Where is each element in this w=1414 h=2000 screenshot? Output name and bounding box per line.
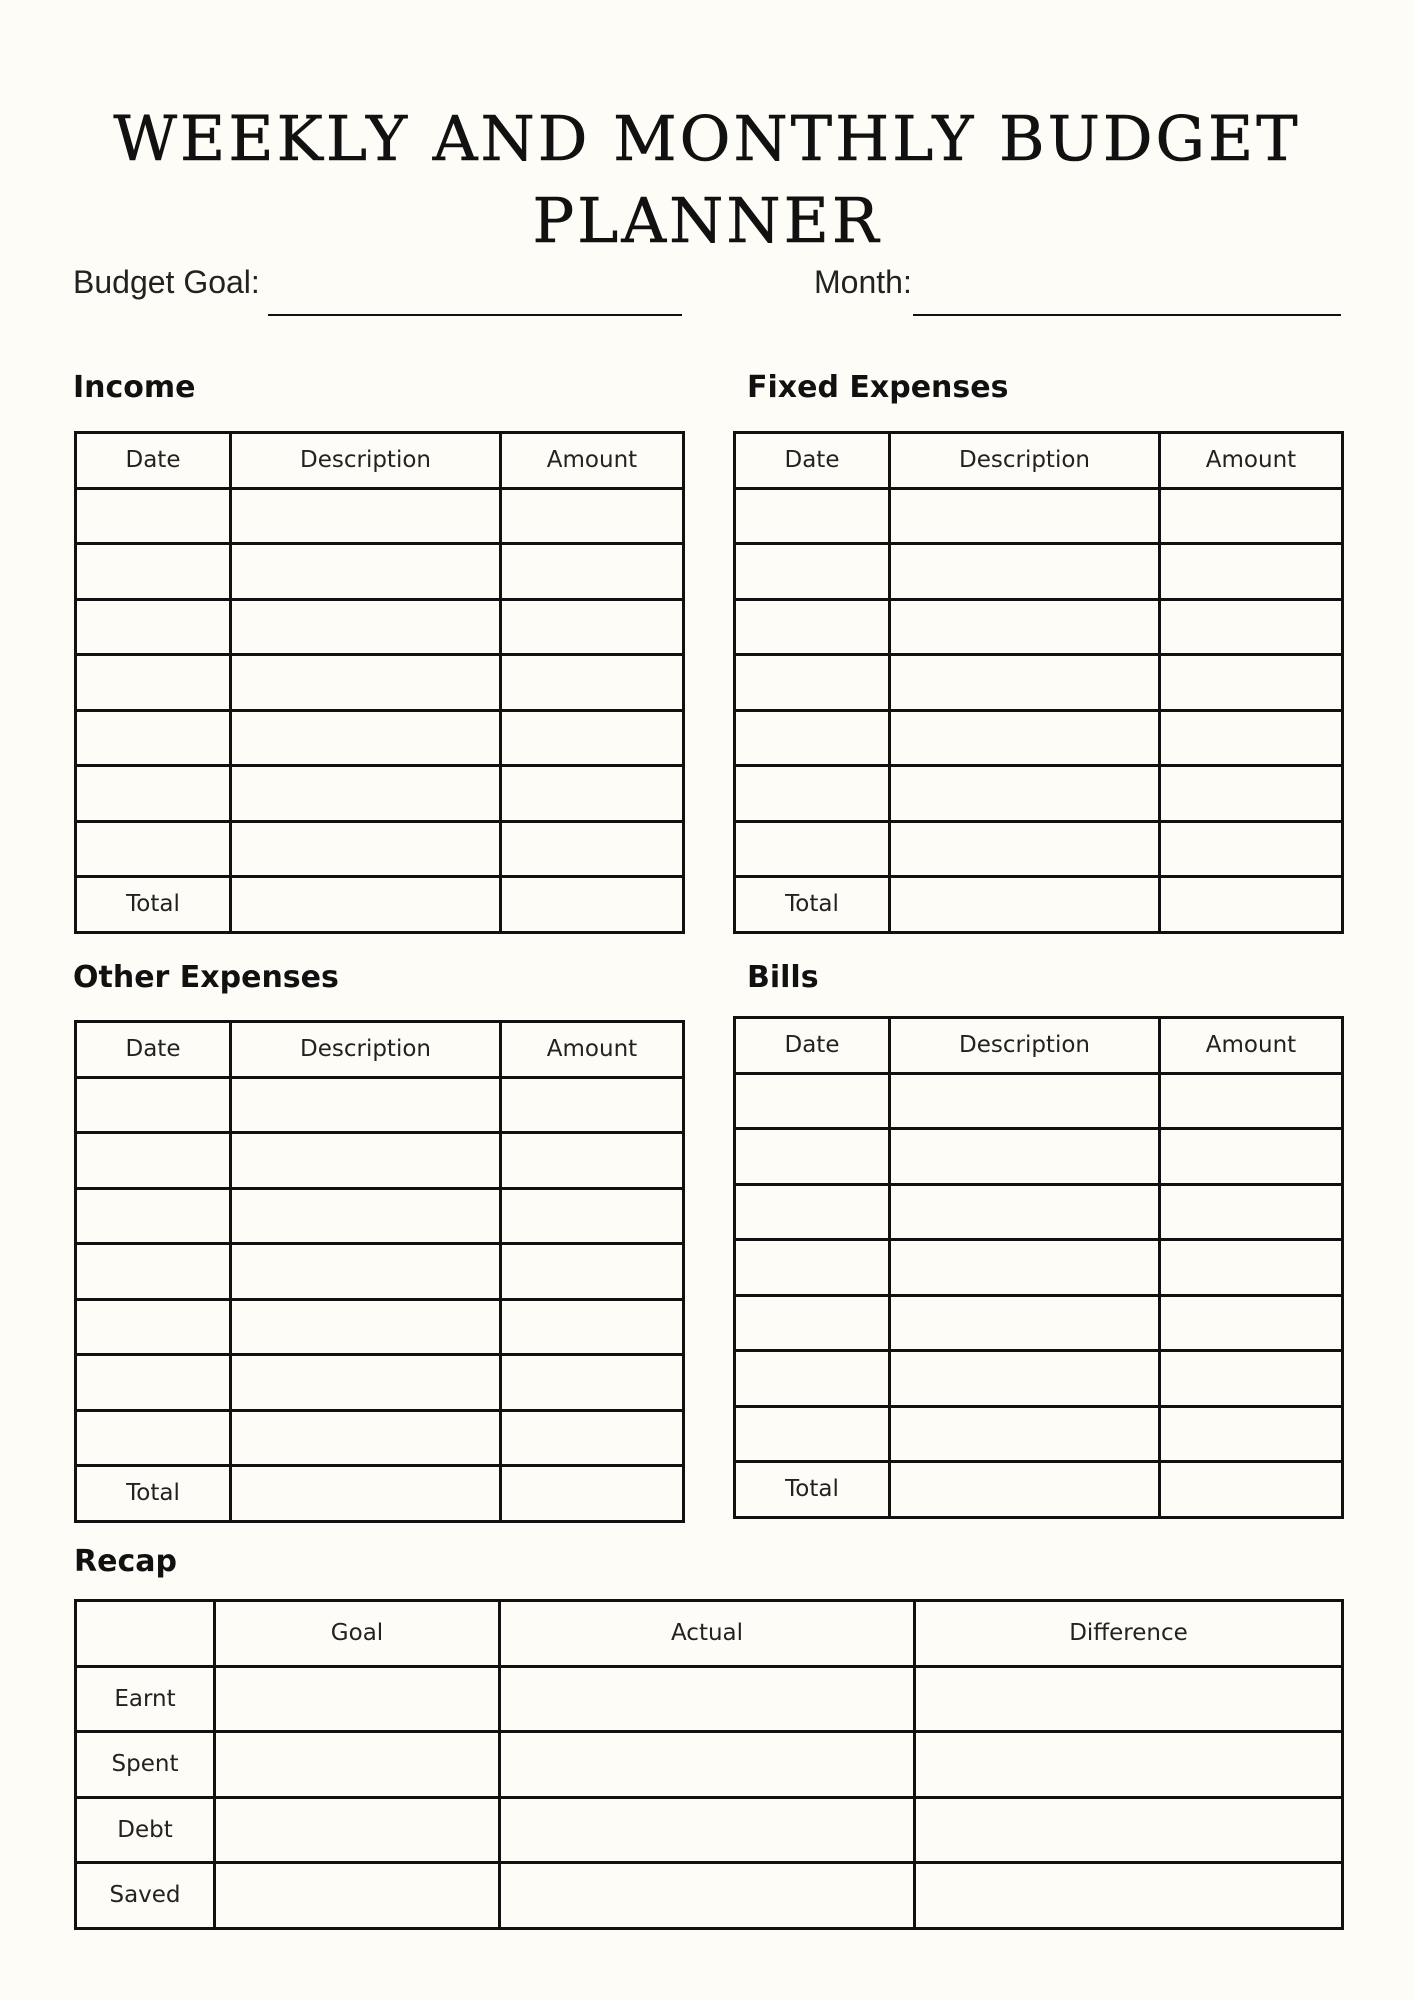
recap-goal-cell[interactable]: [215, 1666, 500, 1732]
total-label: Total: [735, 1462, 890, 1518]
description-cell[interactable]: [890, 599, 1160, 655]
amount-cell[interactable]: [501, 1188, 684, 1244]
description-cell[interactable]: [890, 1129, 1160, 1185]
total-label: Total: [735, 877, 890, 933]
recap-section-title: Recap: [74, 1544, 177, 1579]
column-header-description: Description: [231, 1022, 501, 1078]
budget-goal-field[interactable]: [268, 314, 682, 316]
description-cell[interactable]: [231, 1188, 501, 1244]
other-expenses-section-title: Other Expenses: [73, 960, 339, 995]
amount-cell[interactable]: [1160, 1184, 1343, 1240]
description-cell[interactable]: [890, 544, 1160, 600]
date-cell[interactable]: [76, 766, 231, 822]
table-row: [735, 1073, 1343, 1129]
recap-row-label: Saved: [76, 1863, 215, 1929]
description-cell[interactable]: [231, 599, 501, 655]
date-cell[interactable]: [76, 1355, 231, 1411]
table-row: [76, 488, 684, 544]
date-cell[interactable]: [735, 544, 890, 600]
recap-difference-cell[interactable]: [915, 1863, 1343, 1929]
date-cell[interactable]: [76, 1410, 231, 1466]
description-cell[interactable]: [231, 655, 501, 711]
total-description-cell[interactable]: [890, 1462, 1160, 1518]
recap-difference-cell[interactable]: [915, 1797, 1343, 1863]
description-cell[interactable]: [890, 766, 1160, 822]
amount-cell[interactable]: [1160, 1073, 1343, 1129]
amount-cell[interactable]: [501, 544, 684, 600]
amount-cell[interactable]: [501, 1244, 684, 1300]
table-row: [735, 1295, 1343, 1351]
table-row: [735, 1129, 1343, 1185]
total-row: [735, 877, 1343, 933]
date-cell[interactable]: [735, 1240, 890, 1296]
date-cell[interactable]: [735, 488, 890, 544]
budget-goal-label: Budget Goal:: [73, 264, 260, 300]
total-description-cell[interactable]: [231, 1466, 501, 1522]
date-cell[interactable]: [735, 766, 890, 822]
description-cell[interactable]: [231, 544, 501, 600]
total-amount-cell[interactable]: [1160, 877, 1343, 933]
table-header-row: [735, 1018, 1343, 1074]
amount-cell[interactable]: [501, 655, 684, 711]
recap-row: [76, 1666, 1343, 1732]
date-cell[interactable]: [735, 710, 890, 766]
bills-section-title: Bills: [747, 960, 819, 995]
description-cell[interactable]: [890, 710, 1160, 766]
column-header-date: Date: [76, 1022, 231, 1078]
recap-corner-cell: [76, 1601, 215, 1667]
description-cell[interactable]: [890, 1184, 1160, 1240]
date-cell[interactable]: [735, 1351, 890, 1407]
description-cell[interactable]: [890, 821, 1160, 877]
amount-cell[interactable]: [501, 1355, 684, 1411]
date-cell[interactable]: [76, 1244, 231, 1300]
description-cell[interactable]: [231, 1410, 501, 1466]
date-cell[interactable]: [76, 544, 231, 600]
date-cell[interactable]: [735, 1184, 890, 1240]
recap-row-label: Earnt: [76, 1666, 215, 1732]
description-cell[interactable]: [231, 766, 501, 822]
total-description-cell[interactable]: [231, 877, 501, 933]
description-cell[interactable]: [231, 821, 501, 877]
recap-row: [76, 1732, 1343, 1798]
month-field[interactable]: [913, 314, 1341, 316]
date-cell[interactable]: [735, 1295, 890, 1351]
column-header-date: Date: [735, 433, 890, 489]
amount-cell[interactable]: [1160, 821, 1343, 877]
title-line-1: WEEKLY AND MONTHLY BUDGET: [113, 102, 1301, 175]
table-row: [76, 710, 684, 766]
income-section-title: Income: [73, 370, 196, 405]
amount-cell[interactable]: [1160, 655, 1343, 711]
other-expenses-table: [74, 1020, 685, 1523]
month-label: Month:: [814, 264, 912, 300]
column-header-description: Description: [890, 1018, 1160, 1074]
column-header-amount: Amount: [1160, 1018, 1343, 1074]
description-cell[interactable]: [231, 1299, 501, 1355]
bills-table: [733, 1016, 1344, 1519]
recap-row: [76, 1797, 1343, 1863]
amount-cell[interactable]: [501, 488, 684, 544]
column-header-amount: Amount: [501, 1022, 684, 1078]
amount-cell[interactable]: [1160, 1240, 1343, 1296]
column-header-date: Date: [76, 433, 231, 489]
amount-cell[interactable]: [1160, 710, 1343, 766]
page-title: [0, 98, 1414, 262]
description-cell[interactable]: [890, 1351, 1160, 1407]
amount-cell[interactable]: [1160, 1406, 1343, 1462]
recap-column-header: Goal: [215, 1601, 500, 1667]
recap-difference-cell[interactable]: [915, 1732, 1343, 1798]
recap-header-row: [76, 1601, 1343, 1667]
table-row: [735, 1184, 1343, 1240]
amount-cell[interactable]: [501, 710, 684, 766]
amount-cell[interactable]: [1160, 488, 1343, 544]
total-label: Total: [76, 877, 231, 933]
table-row: [735, 1240, 1343, 1296]
date-cell[interactable]: [76, 1077, 231, 1133]
amount-cell[interactable]: [501, 1133, 684, 1189]
date-cell[interactable]: [76, 1299, 231, 1355]
description-cell[interactable]: [231, 1244, 501, 1300]
amount-cell[interactable]: [501, 1299, 684, 1355]
date-cell[interactable]: [76, 821, 231, 877]
amount-cell[interactable]: [1160, 766, 1343, 822]
table-row: [76, 1410, 684, 1466]
recap-goal-cell[interactable]: [215, 1732, 500, 1798]
date-cell[interactable]: [735, 1406, 890, 1462]
date-cell[interactable]: [735, 655, 890, 711]
recap-column-header: Difference: [915, 1601, 1343, 1667]
date-cell[interactable]: [76, 488, 231, 544]
total-amount-cell[interactable]: [1160, 1462, 1343, 1518]
income-table: [74, 431, 685, 934]
fixed-expenses-table: [733, 431, 1344, 934]
total-row: [76, 877, 684, 933]
table-row: [735, 766, 1343, 822]
table-row: [76, 821, 684, 877]
description-cell[interactable]: [231, 1077, 501, 1133]
description-cell[interactable]: [231, 488, 501, 544]
table-row: [76, 1077, 684, 1133]
total-amount-cell[interactable]: [501, 1466, 684, 1522]
total-amount-cell[interactable]: [501, 877, 684, 933]
recap-actual-cell[interactable]: [500, 1732, 915, 1798]
date-cell[interactable]: [735, 821, 890, 877]
table-row: [735, 599, 1343, 655]
column-header-date: Date: [735, 1018, 890, 1074]
recap-actual-cell[interactable]: [500, 1666, 915, 1732]
table-row: [76, 1133, 684, 1189]
table-row: [735, 710, 1343, 766]
description-cell[interactable]: [890, 1295, 1160, 1351]
table-row: [76, 1299, 684, 1355]
table-row: [76, 655, 684, 711]
recap-goal-cell[interactable]: [215, 1797, 500, 1863]
description-cell[interactable]: [231, 710, 501, 766]
date-cell[interactable]: [735, 599, 890, 655]
table-header-row: [76, 433, 684, 489]
table-row: [76, 766, 684, 822]
amount-cell[interactable]: [1160, 1295, 1343, 1351]
table-row: [76, 1244, 684, 1300]
date-cell[interactable]: [76, 655, 231, 711]
amount-cell[interactable]: [501, 1410, 684, 1466]
table-row: [735, 544, 1343, 600]
table-row: [76, 1188, 684, 1244]
table-row: [735, 1406, 1343, 1462]
table-row: [76, 1355, 684, 1411]
table-row: [735, 821, 1343, 877]
total-row: [735, 1462, 1343, 1518]
table-row: [735, 488, 1343, 544]
description-cell[interactable]: [890, 1240, 1160, 1296]
table-row: [735, 655, 1343, 711]
description-cell[interactable]: [890, 1406, 1160, 1462]
column-header-description: Description: [890, 433, 1160, 489]
recap-actual-cell[interactable]: [500, 1863, 915, 1929]
description-cell[interactable]: [231, 1355, 501, 1411]
recap-row: [76, 1863, 1343, 1929]
date-cell[interactable]: [735, 1073, 890, 1129]
amount-cell[interactable]: [501, 1077, 684, 1133]
column-header-amount: Amount: [501, 433, 684, 489]
table-header-row: [76, 1022, 684, 1078]
description-cell[interactable]: [890, 488, 1160, 544]
fixed-expenses-section-title: Fixed Expenses: [747, 370, 1009, 405]
description-cell[interactable]: [890, 1073, 1160, 1129]
total-label: Total: [76, 1466, 231, 1522]
amount-cell[interactable]: [1160, 1351, 1343, 1407]
date-cell[interactable]: [76, 1133, 231, 1189]
table-row: [76, 599, 684, 655]
date-cell[interactable]: [76, 599, 231, 655]
total-description-cell[interactable]: [890, 877, 1160, 933]
recap-table: [74, 1599, 1344, 1930]
recap-goal-cell[interactable]: [215, 1863, 500, 1929]
total-row: [76, 1466, 684, 1522]
amount-cell[interactable]: [1160, 599, 1343, 655]
date-cell[interactable]: [735, 1129, 890, 1185]
recap-row-label: Debt: [76, 1797, 215, 1863]
recap-row-label: Spent: [76, 1732, 215, 1798]
date-cell[interactable]: [76, 710, 231, 766]
amount-cell[interactable]: [501, 766, 684, 822]
recap-difference-cell[interactable]: [915, 1666, 1343, 1732]
column-header-description: Description: [231, 433, 501, 489]
title-line-2: PLANNER: [532, 184, 882, 257]
description-cell[interactable]: [890, 655, 1160, 711]
table-row: [735, 1351, 1343, 1407]
recap-actual-cell[interactable]: [500, 1797, 915, 1863]
recap-column-header: Actual: [500, 1601, 915, 1667]
table-row: [76, 544, 684, 600]
column-header-amount: Amount: [1160, 433, 1343, 489]
table-header-row: [735, 433, 1343, 489]
description-cell[interactable]: [231, 1133, 501, 1189]
amount-cell[interactable]: [1160, 1129, 1343, 1185]
amount-cell[interactable]: [1160, 544, 1343, 600]
date-cell[interactable]: [76, 1188, 231, 1244]
amount-cell[interactable]: [501, 821, 684, 877]
amount-cell[interactable]: [501, 599, 684, 655]
